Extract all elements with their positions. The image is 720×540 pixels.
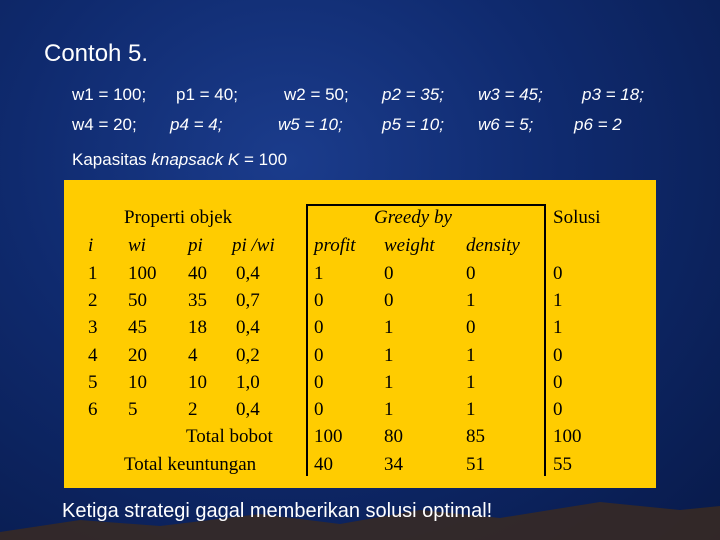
comparison-table	[64, 180, 656, 488]
capacity-prefix: Kapasitas	[72, 150, 152, 169]
table-divider	[306, 204, 546, 206]
col-header-density: density	[466, 235, 520, 256]
table-divider	[306, 204, 308, 476]
total-bobot-density: 85	[466, 426, 485, 447]
table-cell-pw: 0,4	[236, 263, 260, 284]
table-cell-opt: 0	[553, 371, 563, 393]
table-cell-density: 1	[466, 290, 476, 312]
table-cell-w: 20	[128, 344, 147, 366]
table-cell-profit: 0	[314, 344, 324, 366]
table-cell-density: 1	[466, 344, 476, 366]
table-cell-density: 1	[466, 371, 476, 393]
param-w3: w3 = 45;	[478, 85, 543, 104]
table-cell-p: 35	[188, 290, 207, 312]
table-cell-profit: 0	[314, 399, 324, 420]
param-p3: p3 = 18;	[582, 85, 644, 104]
table-cell-density: 0	[466, 317, 476, 339]
total-keuntungan-weight: 34	[384, 454, 403, 475]
col-header-weight: weight	[384, 235, 435, 256]
table-cell-p: 18	[188, 317, 207, 339]
param-w6: w6 = 5;	[478, 115, 534, 134]
table-cell-weight: 1	[384, 399, 394, 420]
table-cell-i: 4	[88, 344, 98, 366]
table-cell-opt: 1	[553, 317, 563, 339]
table-cell-profit: 0	[314, 290, 324, 312]
table-cell-opt: 1	[553, 290, 563, 312]
table-cell-profit: 0	[314, 317, 324, 339]
total-bobot-label: Total bobot	[186, 426, 273, 447]
capacity-line	[72, 150, 287, 170]
header-properti-objek: Properti objek	[124, 207, 233, 228]
parameter-row-2	[72, 115, 692, 145]
table-cell-i: 5	[88, 371, 98, 393]
table-cell-w: 45	[128, 317, 147, 339]
param-w2: w2 = 50;	[284, 85, 349, 104]
total-keuntungan-profit: 40	[314, 454, 333, 475]
table-cell-pw: 0,2	[236, 344, 260, 366]
table-cell-density: 1	[466, 399, 476, 420]
table-cell-weight: 1	[384, 317, 394, 339]
total-keuntungan-label: Total keuntungan	[124, 454, 257, 475]
param-w5: w5 = 10;	[278, 115, 343, 134]
table-cell-w: 100	[128, 263, 157, 284]
header-solusi: Solusi	[553, 207, 601, 228]
table-cell-opt: 0	[553, 399, 563, 420]
header-greedy-by: Greedy by	[374, 207, 452, 228]
table-cell-p: 10	[188, 371, 207, 393]
table-cell-pw: 1,0	[236, 371, 260, 393]
table-cell-i: 1	[88, 263, 98, 284]
param-w1: w1 = 100;	[72, 85, 147, 104]
table-cell-i: 3	[88, 317, 98, 339]
total-bobot-optimal: 100	[553, 426, 582, 447]
table-divider	[544, 204, 546, 476]
param-p4: p4 = 4;	[170, 115, 223, 134]
capacity-knapsack: knapsack K	[151, 150, 240, 169]
table-cell-p: 40	[188, 263, 207, 284]
param-p6: p6 = 2	[574, 115, 622, 134]
table-cell-opt: 0	[553, 344, 563, 366]
table-cell-pw: 0,4	[236, 399, 260, 420]
table-cell-weight: 0	[384, 290, 394, 312]
table-cell-opt: 0	[553, 263, 563, 284]
table-cell-w: 10	[128, 371, 147, 393]
table-cell-p: 4	[188, 344, 198, 366]
col-header-profit: profit	[314, 235, 356, 256]
param-w4: w4 = 20;	[72, 115, 137, 134]
table-cell-density: 0	[466, 263, 476, 284]
total-keuntungan-density: 51	[466, 454, 485, 475]
total-bobot-profit: 100	[314, 426, 343, 447]
col-header-w: wi	[128, 235, 146, 256]
table-cell-pw: 0,7	[236, 290, 260, 312]
table-cell-w: 50	[128, 290, 147, 312]
table-cell-profit: 0	[314, 371, 324, 393]
table-cell-pw: 0,4	[236, 317, 260, 339]
col-header-i: i	[88, 235, 94, 256]
table-cell-weight: 1	[384, 344, 394, 366]
table-cell-i: 2	[88, 290, 98, 312]
capacity-value: = 100	[239, 150, 288, 169]
col-header-p: pi	[188, 235, 203, 256]
param-p5: p5 = 10;	[382, 115, 444, 134]
table-cell-i: 6	[88, 399, 98, 420]
table-cell-p: 2	[188, 399, 198, 420]
table-cell-weight: 0	[384, 263, 394, 284]
table-cell-w: 5	[128, 399, 138, 420]
total-keuntungan-optimal: 55	[553, 454, 572, 475]
parameter-list	[72, 85, 692, 145]
param-p2: p2 = 35;	[382, 85, 444, 104]
col-header-p-per-w: pi /wi	[232, 235, 275, 256]
total-bobot-weight: 80	[384, 426, 403, 447]
parameter-row-1	[72, 85, 692, 115]
footer-conclusion: Ketiga strategi gagal memberikan solusi optimal!	[62, 500, 493, 522]
slide-title: Contoh 5.	[44, 40, 149, 67]
table-cell-profit: 1	[314, 263, 324, 284]
param-p1: p1 = 40;	[176, 85, 238, 104]
table-cell-weight: 1	[384, 371, 394, 393]
